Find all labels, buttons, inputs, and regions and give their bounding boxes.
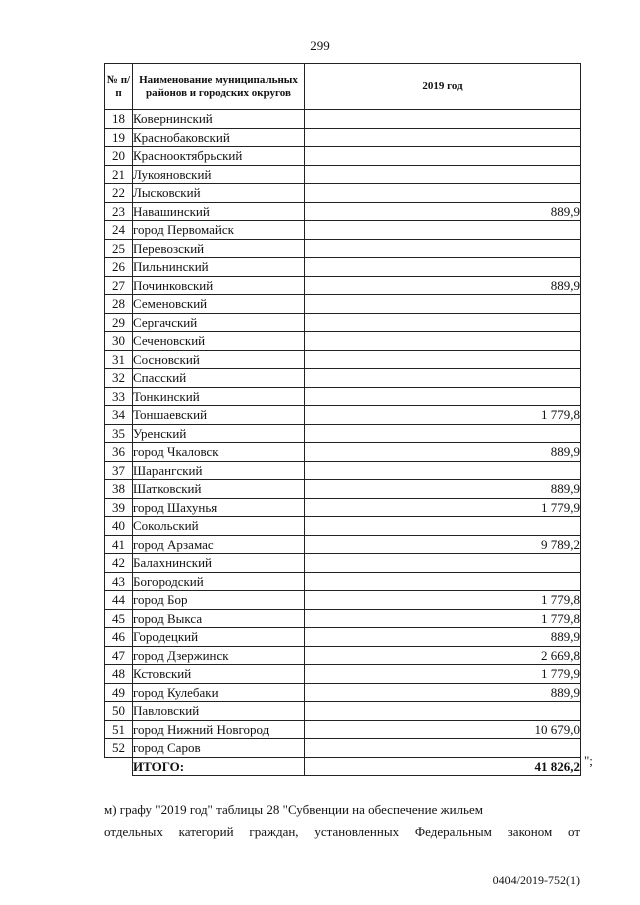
row-value (305, 147, 581, 166)
row-value: 1 779,8 (305, 406, 581, 425)
row-value: 9 789,2 (305, 535, 581, 554)
row-value (305, 739, 581, 758)
row-number: 46 (105, 628, 133, 647)
row-number: 26 (105, 258, 133, 277)
row-name: город Саров (133, 739, 305, 758)
row-number: 31 (105, 350, 133, 369)
row-name: Лукояновский (133, 165, 305, 184)
table-row (105, 202, 581, 221)
row-value (305, 517, 581, 536)
row-number: 49 (105, 683, 133, 702)
table-row (105, 443, 581, 462)
row-number: 43 (105, 572, 133, 591)
row-name: город Арзамас (133, 535, 305, 554)
row-value: 889,9 (305, 443, 581, 462)
total-value: 41 826,2 (305, 757, 581, 776)
row-name: Кстовский (133, 665, 305, 684)
table-row (105, 406, 581, 425)
row-name: город Первомайск (133, 221, 305, 240)
header-num: № п/п (105, 64, 133, 110)
row-value (305, 332, 581, 351)
row-number: 37 (105, 461, 133, 480)
table-row (105, 350, 581, 369)
document-code: 0404/2019-752(1) (492, 873, 580, 887)
row-number: 27 (105, 276, 133, 295)
table-row (105, 424, 581, 443)
row-value: 10 679,0 (305, 720, 581, 739)
row-name: Богородский (133, 572, 305, 591)
row-value: 2 669,8 (305, 646, 581, 665)
row-name: город Выкса (133, 609, 305, 628)
table-row (105, 535, 581, 554)
row-value (305, 369, 581, 388)
closing-quote: "; (584, 753, 593, 768)
table-row (105, 110, 581, 129)
table-row (105, 239, 581, 258)
subsidy-table (104, 63, 581, 776)
table-row (105, 165, 581, 184)
row-number: 25 (105, 239, 133, 258)
row-value (305, 313, 581, 332)
row-value: 889,9 (305, 683, 581, 702)
row-name: Сосновский (133, 350, 305, 369)
row-number: 21 (105, 165, 133, 184)
row-value (305, 258, 581, 277)
table-row (105, 665, 581, 684)
row-value (305, 221, 581, 240)
row-number: 41 (105, 535, 133, 554)
total-label: ИТОГО: (133, 757, 305, 776)
table-row (105, 628, 581, 647)
row-number: 38 (105, 480, 133, 499)
row-number: 19 (105, 128, 133, 147)
row-name: город Нижний Новгород (133, 720, 305, 739)
row-number: 20 (105, 147, 133, 166)
row-name: Ковернинский (133, 110, 305, 129)
row-number: 33 (105, 387, 133, 406)
table-row (105, 554, 581, 573)
table-row (105, 184, 581, 203)
row-number: 30 (105, 332, 133, 351)
row-name: Перевозский (133, 239, 305, 258)
row-number: 39 (105, 498, 133, 517)
row-number: 52 (105, 739, 133, 758)
table-row (105, 517, 581, 536)
row-value (305, 387, 581, 406)
row-name: Уренский (133, 424, 305, 443)
row-name: Городецкий (133, 628, 305, 647)
row-number: 22 (105, 184, 133, 203)
row-value (305, 461, 581, 480)
table-row (105, 369, 581, 388)
row-value: 889,9 (305, 202, 581, 221)
row-number: 28 (105, 295, 133, 314)
table-row (105, 313, 581, 332)
row-value: 1 779,9 (305, 498, 581, 517)
total-row (105, 757, 581, 776)
row-number: 44 (105, 591, 133, 610)
row-name: город Шахунья (133, 498, 305, 517)
table-header-row (105, 64, 581, 110)
row-value: 1 779,8 (305, 609, 581, 628)
row-name: Тонкинский (133, 387, 305, 406)
table-row (105, 480, 581, 499)
row-name: город Дзержинск (133, 646, 305, 665)
row-name: Сергачский (133, 313, 305, 332)
row-number: 40 (105, 517, 133, 536)
table-row (105, 720, 581, 739)
row-number: 50 (105, 702, 133, 721)
row-name: Краснооктябрьский (133, 147, 305, 166)
row-number: 29 (105, 313, 133, 332)
row-name: город Кулебаки (133, 683, 305, 702)
table-body (105, 110, 581, 758)
row-number: 35 (105, 424, 133, 443)
row-number: 48 (105, 665, 133, 684)
table-row (105, 332, 581, 351)
row-name: Сеченовский (133, 332, 305, 351)
row-value (305, 165, 581, 184)
amendment-paragraph (104, 799, 580, 843)
table-row (105, 276, 581, 295)
row-name: Навашинский (133, 202, 305, 221)
row-name: Пильнинский (133, 258, 305, 277)
row-value (305, 239, 581, 258)
row-name: Тоншаевский (133, 406, 305, 425)
row-name: Сокольский (133, 517, 305, 536)
row-number: 45 (105, 609, 133, 628)
row-name: Шарангский (133, 461, 305, 480)
row-value: 1 779,8 (305, 591, 581, 610)
table-row (105, 683, 581, 702)
row-name: Балахнинский (133, 554, 305, 573)
row-name: Павловский (133, 702, 305, 721)
row-number: 47 (105, 646, 133, 665)
row-number: 24 (105, 221, 133, 240)
table-row (105, 702, 581, 721)
row-number: 36 (105, 443, 133, 462)
table-row (105, 646, 581, 665)
table-row (105, 572, 581, 591)
table-row (105, 609, 581, 628)
row-number: 18 (105, 110, 133, 129)
row-value (305, 184, 581, 203)
table-row (105, 221, 581, 240)
row-value: 889,9 (305, 628, 581, 647)
row-number: 32 (105, 369, 133, 388)
row-value (305, 554, 581, 573)
table-row (105, 498, 581, 517)
row-number: 34 (105, 406, 133, 425)
header-year: 2019 год (305, 64, 581, 110)
row-value (305, 702, 581, 721)
row-name: Краснобаковский (133, 128, 305, 147)
row-value (305, 572, 581, 591)
row-value (305, 128, 581, 147)
table-row (105, 387, 581, 406)
table-row (105, 591, 581, 610)
row-name: Семеновский (133, 295, 305, 314)
row-number: 42 (105, 554, 133, 573)
header-name: Наименование муниципальных районов и городских округов (133, 64, 305, 110)
row-value (305, 350, 581, 369)
table-row (105, 295, 581, 314)
row-number: 51 (105, 720, 133, 739)
row-value (305, 295, 581, 314)
table-row (105, 739, 581, 758)
row-name: город Чкаловск (133, 443, 305, 462)
paragraph-line-2: отдельных категорий граждан, установленных Федеральным законом от (104, 824, 580, 839)
row-value (305, 424, 581, 443)
row-value: 889,9 (305, 480, 581, 499)
row-value (305, 110, 581, 129)
row-value: 1 779,9 (305, 665, 581, 684)
row-name: Починковский (133, 276, 305, 295)
paragraph-line-1: м) графу "2019 год" таблицы 28 "Субвенции на обеспечение жильем (104, 802, 483, 817)
row-name: Спасский (133, 369, 305, 388)
row-name: Лысковский (133, 184, 305, 203)
page-number: 299 (310, 38, 330, 53)
row-name: город Бор (133, 591, 305, 610)
table-row (105, 461, 581, 480)
row-name: Шатковский (133, 480, 305, 499)
total-num-cell (105, 757, 133, 776)
table-row (105, 258, 581, 277)
table-row (105, 128, 581, 147)
row-value: 889,9 (305, 276, 581, 295)
row-number: 23 (105, 202, 133, 221)
table-row (105, 147, 581, 166)
